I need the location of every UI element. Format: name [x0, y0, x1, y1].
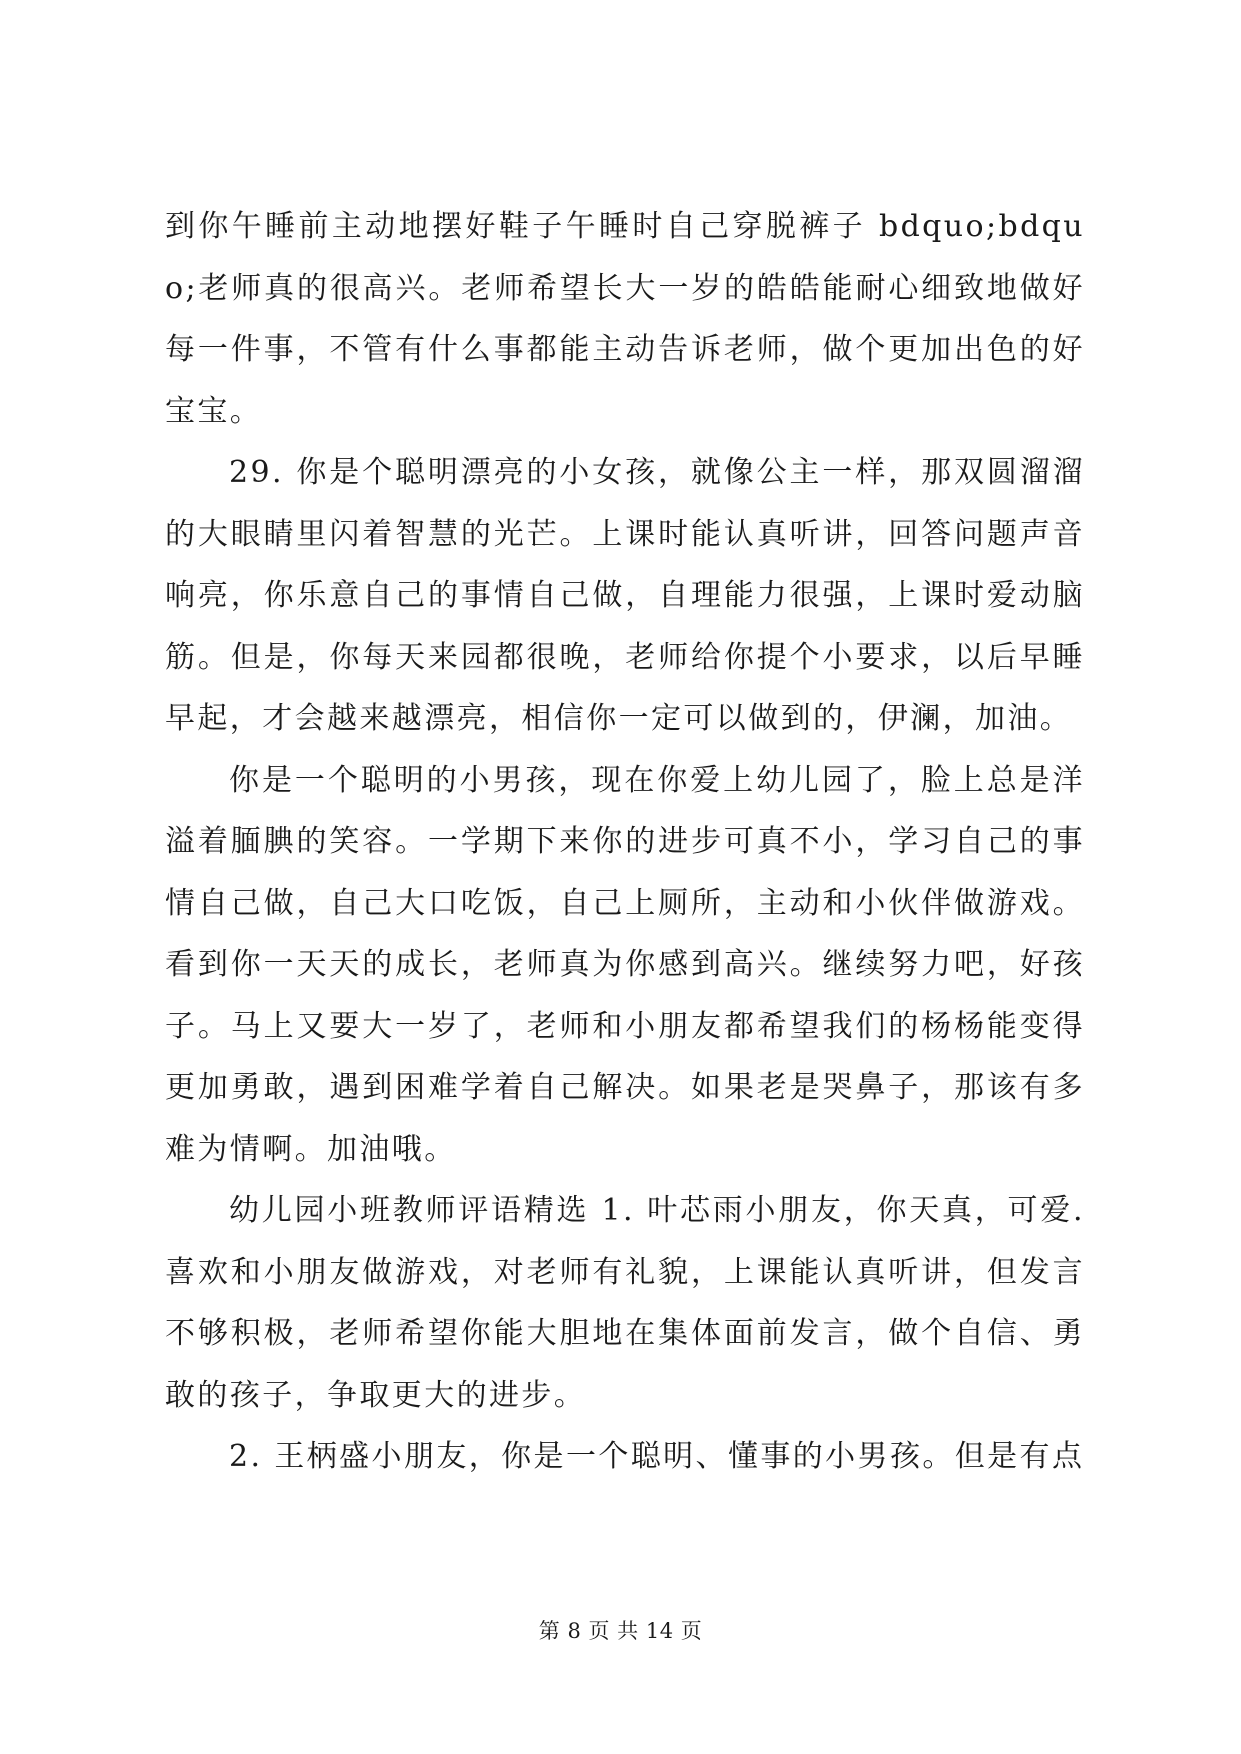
- paragraph-comment-boy: 你是一个聪明的小男孩，现在你爱上幼儿园了，脸上总是洋溢着腼腆的笑容。一学期下来你的进步可真不小，学习自己的事情自己做，自己大口吃饭，自己上厕所，主动和小伙伴做游戏。看到你一天天的成长，老师真为你感到高兴。继续努力吧，好孩子。马上又要大一岁了，老师和小朋友都希望我们的杨杨能变得更加勇敢，遇到困难学着自己解决。如果老是哭鼻子，那该有多难为情啊。加油哦。: [165, 762, 1085, 1167]
- paragraph-comment-1: 幼儿园小班教师评语精选 1. 叶芯雨小朋友，你天真，可爱. 喜欢和小朋友做游戏，对老师有礼貌，上课能认真听讲，但发言不够积极，老师希望你能大胆地在集体面前发言，做个自信、勇敢的孩子，争取更大的进步。: [165, 1193, 1085, 1413]
- paragraph-comment-2: 2. 王柄盛小朋友，你是一个聪明、懂事的小男孩。但是有点: [229, 1439, 1085, 1474]
- document-body: [165, 196, 1085, 1488]
- paragraph-continuation: 到你午睡前主动地摆好鞋子午睡时自己穿脱裤子 bdquo;bdquo;老师真的很高兴。老师希望长大一岁的皓皓能耐心细致地做好每一件事，不管有什么事都能主动告诉老师，做个更加出色的好宝宝。: [165, 209, 1085, 429]
- paragraph-comment-29: 29. 你是个聪明漂亮的小女孩，就像公主一样，那双圆溜溜的大眼睛里闪着智慧的光芒。上课时能认真听讲，回答问题声音响亮，你乐意自己的事情自己做，自理能力很强，上课时爱动脑筋。但是，你每天来园都很晚，老师给你提个小要求，以后早睡早起，才会越来越漂亮，相信你一定可以做到的，伊澜，加油。: [165, 455, 1085, 736]
- page-number-footer: 第 8 页 共 14 页: [538, 1619, 703, 1643]
